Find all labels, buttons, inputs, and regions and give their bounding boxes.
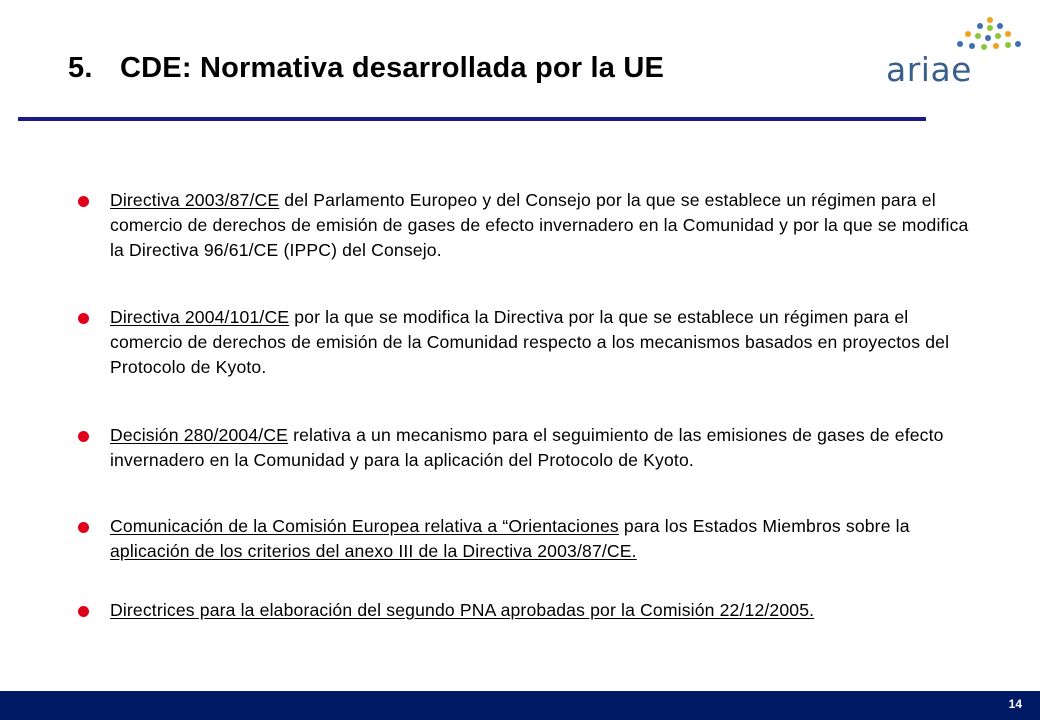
ariae-logo (884, 14, 1024, 94)
bullet-body: para los Estados Miembros sobre la (618, 516, 910, 536)
bullet-text (110, 305, 970, 380)
criteria-link[interactable]: aplicación de los criterios del anexo III de la Directiva 2003/87/CE. (110, 541, 637, 561)
page-number: 14 (1008, 697, 1022, 711)
guidelines-link[interactable]: Directrices para la elaboración del segundo PNA aprobadas por la Comisión 22/12/2005. (110, 600, 815, 620)
bullet-body: del Parlamento Europeo y del Consejo por la que se establece un régimen para el comercio de derechos de emisión de gases de efecto invernadero en la Comunidad y por la que se modifica la Directiva 96/61/CE (IPPC) del Consejo. (110, 190, 969, 260)
title-divider (18, 117, 926, 121)
logo-wordmark: ariae (886, 50, 972, 89)
bullet-dot-icon (78, 606, 89, 617)
bullet-dot-icon (78, 522, 89, 533)
bullet-text (110, 598, 970, 623)
bullet-dot-icon (78, 431, 89, 442)
directive-link[interactable]: Directiva 2003/87/CE (110, 190, 280, 210)
decision-link[interactable]: Decisión 280/2004/CE (110, 425, 289, 445)
directive-link[interactable]: Directiva 2004/101/CE (110, 307, 290, 327)
bullet-dot-icon (78, 196, 89, 207)
bullet-body: relativa a un mecanismo para el seguimiento de las emisiones de gases de efecto invernadero en la Comunidad y para la aplicación del Protocolo de Kyoto. (110, 425, 944, 470)
bullet-text (110, 514, 970, 564)
bullet-dot-icon (78, 313, 89, 324)
slide-number: 5. (68, 52, 93, 84)
footer-bar (0, 691, 1040, 720)
communication-link[interactable]: Comunicación de la Comisión Europea relativa a “Orientaciones (110, 516, 619, 536)
bullet-text (110, 423, 970, 473)
logo-dots-icon (954, 14, 1024, 64)
slide-title-text: CDE: Normativa desarrollada por la UE (120, 52, 665, 84)
slide-title (68, 52, 664, 85)
bullet-body: por la que se modifica la Directiva por la que se establece un régimen para el comercio de derechos de emisión de la Comunidad respecto a los mecanismos basados en proyectos del Protocolo de Kyoto. (110, 307, 950, 377)
bullet-text (110, 188, 970, 263)
